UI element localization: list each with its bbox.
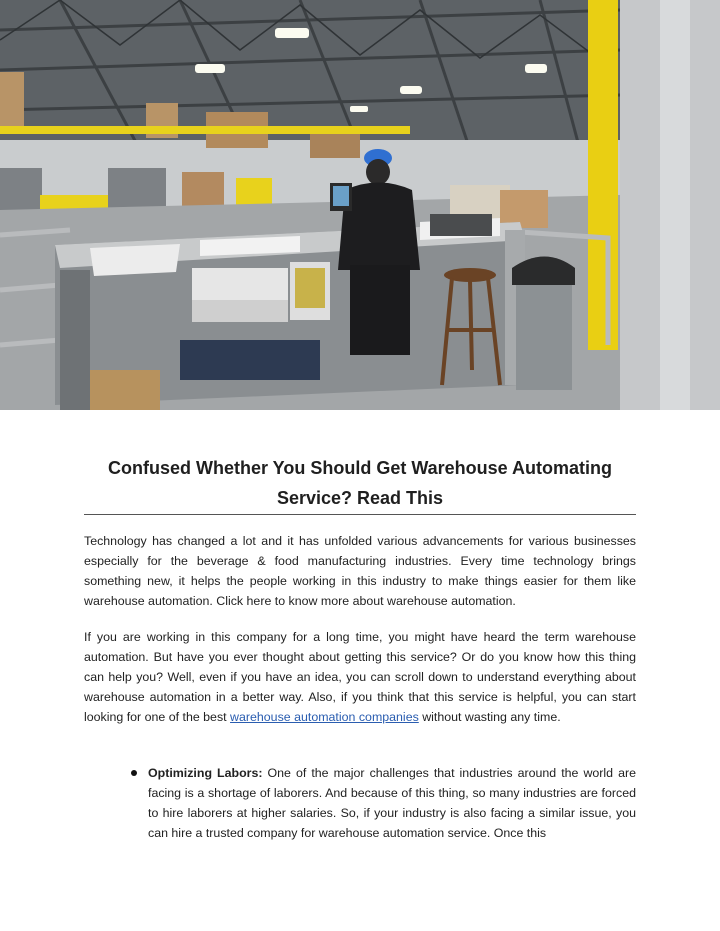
paragraph-intro: Technology has changed a lot and it has unfolded various advancements for various businesses especially for the beverage & food manufacturing industries. Every time technology brings something new, it helps the people working in this industry to make things easier for them like warehouse automation. Click here to know more about warehouse automation. — [84, 534, 636, 608]
paragraph-text-after-link: without wasting any time. — [418, 710, 561, 724]
warehouse-automation-link[interactable]: warehouse automation companies — [230, 710, 419, 724]
benefits-list — [128, 763, 636, 843]
paragraph-text-before-link: If you are working in this company for a long time, you might have heard the term warehouse automation. But have you ever thought about getting this service? Or do you know how this thing can help you? Well, even if you have an idea, you can scroll down to understand everything about warehouse automation in a better way. Also, if you think that this service is helpful, you can start looking for one of the best — [84, 630, 636, 724]
bullet-label: Optimizing Labors: — [148, 766, 263, 780]
bullet-text: One of the major challenges that industries around the world are facing is a shortage of laborers. And because of this thing, so many industries are forced to hire laborers at higher salaries. So, if your industry is also facing a similar issue, you can hire a trusted company for warehouse automation service. Once this — [148, 766, 637, 840]
article-title: Confused Whether You Should Get Warehouse Automating Service? Read This — [108, 458, 612, 508]
bullet-icon — [131, 770, 137, 776]
list-item — [128, 763, 636, 843]
warehouse-photo — [0, 0, 720, 410]
paragraph-automation — [84, 627, 636, 727]
title-divider — [84, 514, 636, 515]
hero-image — [0, 0, 720, 410]
